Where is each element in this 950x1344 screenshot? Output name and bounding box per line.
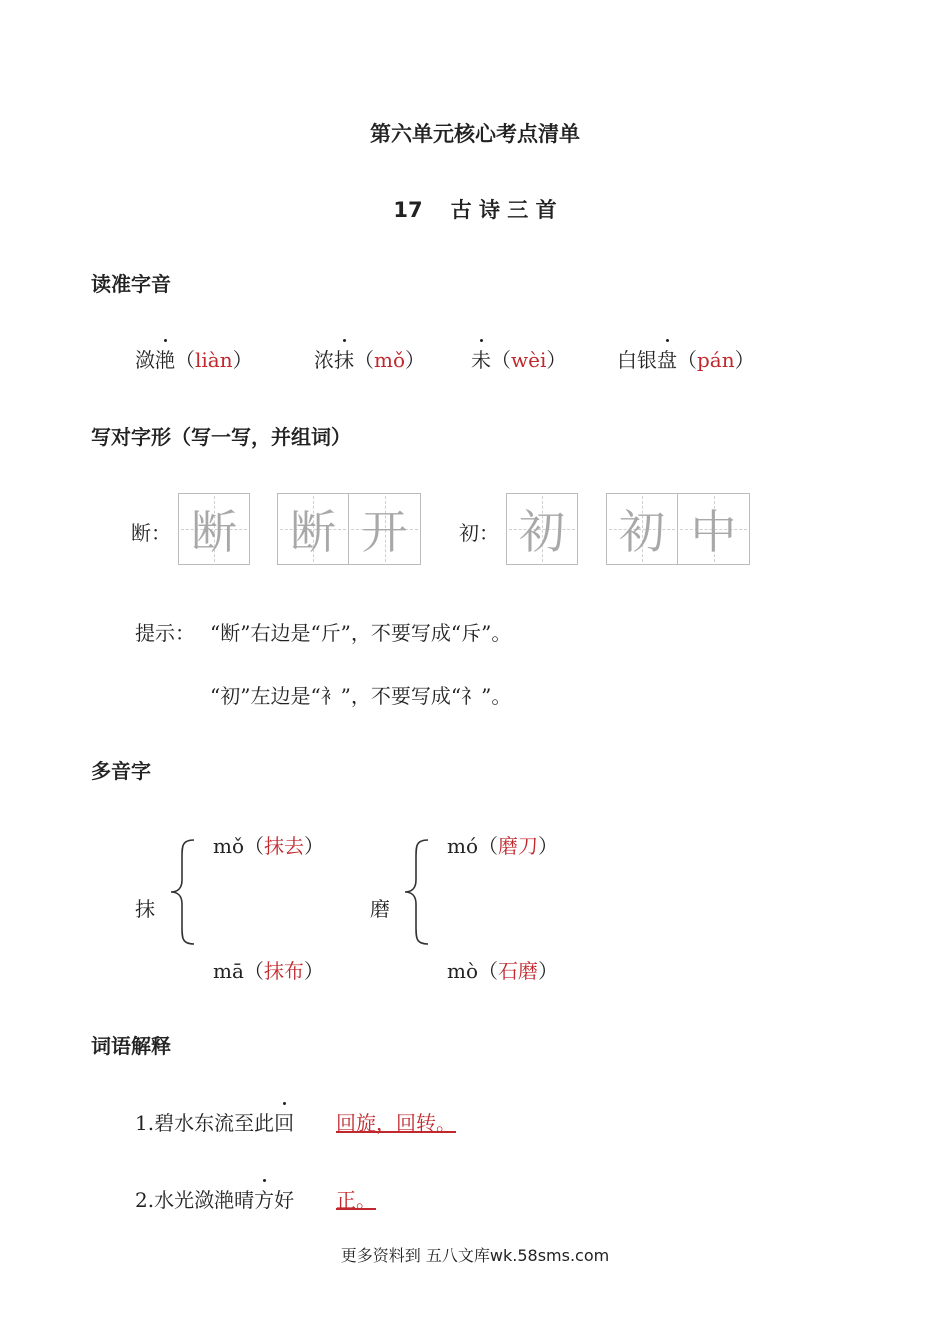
pronunciation-item: 白银盘（pán） — [617, 344, 755, 373]
section-writing: 写对字形（写一写，并组词） — [91, 425, 351, 449]
pronunciation-item: 浓抹（mǒ） — [314, 344, 425, 373]
vocab-item: 2.水光潋滟晴方好 — [135, 1184, 294, 1213]
pinyin: mǒ — [374, 348, 406, 372]
lesson-title — [0, 194, 950, 224]
lesson-name: 古 诗 三 首 — [450, 198, 557, 222]
footer-link[interactable]: wk.58sms.com — [489, 1246, 610, 1265]
tianzige-cell: 断 — [277, 493, 349, 565]
vocab-answer: 正。 — [336, 1188, 376, 1212]
polyphonic-char: 抹 — [135, 897, 155, 921]
lesson-number: 17 — [393, 198, 423, 222]
hint-label: 提示： — [135, 621, 195, 645]
tianzige-cell: 开 — [349, 493, 421, 565]
footer-prefix: 更多资料到 五八文库 — [340, 1246, 490, 1265]
tianzige-cell: 初 — [506, 493, 578, 565]
polyphonic-reading: mó（磨刀） — [447, 834, 559, 858]
pinyin: wèi — [511, 348, 547, 372]
tianzige-model — [506, 493, 578, 565]
footer — [0, 1243, 950, 1266]
hint-text: “断”右边是“斤”，不要写成“斥”。 — [210, 621, 512, 645]
polyphonic-reading: mā（抹布） — [213, 959, 324, 983]
tianzige-word — [277, 493, 421, 565]
tianzige-cell: 断 — [178, 493, 250, 565]
brace-icon — [402, 838, 432, 946]
pronunciation-item: 潋滟（liàn） — [135, 344, 253, 373]
polyphonic-char: 磨 — [370, 897, 390, 921]
page-title: 第六单元核心考点清单 — [370, 122, 580, 146]
tianzige-word — [606, 493, 750, 565]
pinyin: pán — [697, 348, 735, 372]
section-polyphonic: 多音字 — [91, 759, 151, 783]
writing-char-label: 断： — [131, 521, 171, 545]
section-vocabulary: 词语解释 — [91, 1034, 171, 1058]
vocab-item: 1.碧水东流至此回 — [135, 1107, 294, 1136]
section-pronunciation: 读准字音 — [91, 272, 171, 296]
vocab-answer: 回旋，回转。 — [336, 1111, 456, 1135]
brace-icon — [168, 838, 198, 946]
hint-text: “初”左边是“衤”，不要写成“礻”。 — [210, 684, 512, 708]
polyphonic-reading: mò（石磨） — [447, 959, 559, 983]
pronunciation-item: 未（wèi） — [471, 344, 566, 373]
tianzige-cell: 初 — [606, 493, 678, 565]
pinyin: liàn — [195, 348, 233, 372]
polyphonic-reading: mǒ（抹去） — [213, 834, 325, 858]
writing-char-label: 初： — [459, 521, 499, 545]
tianzige-cell: 中 — [678, 493, 750, 565]
tianzige-model — [178, 493, 250, 565]
